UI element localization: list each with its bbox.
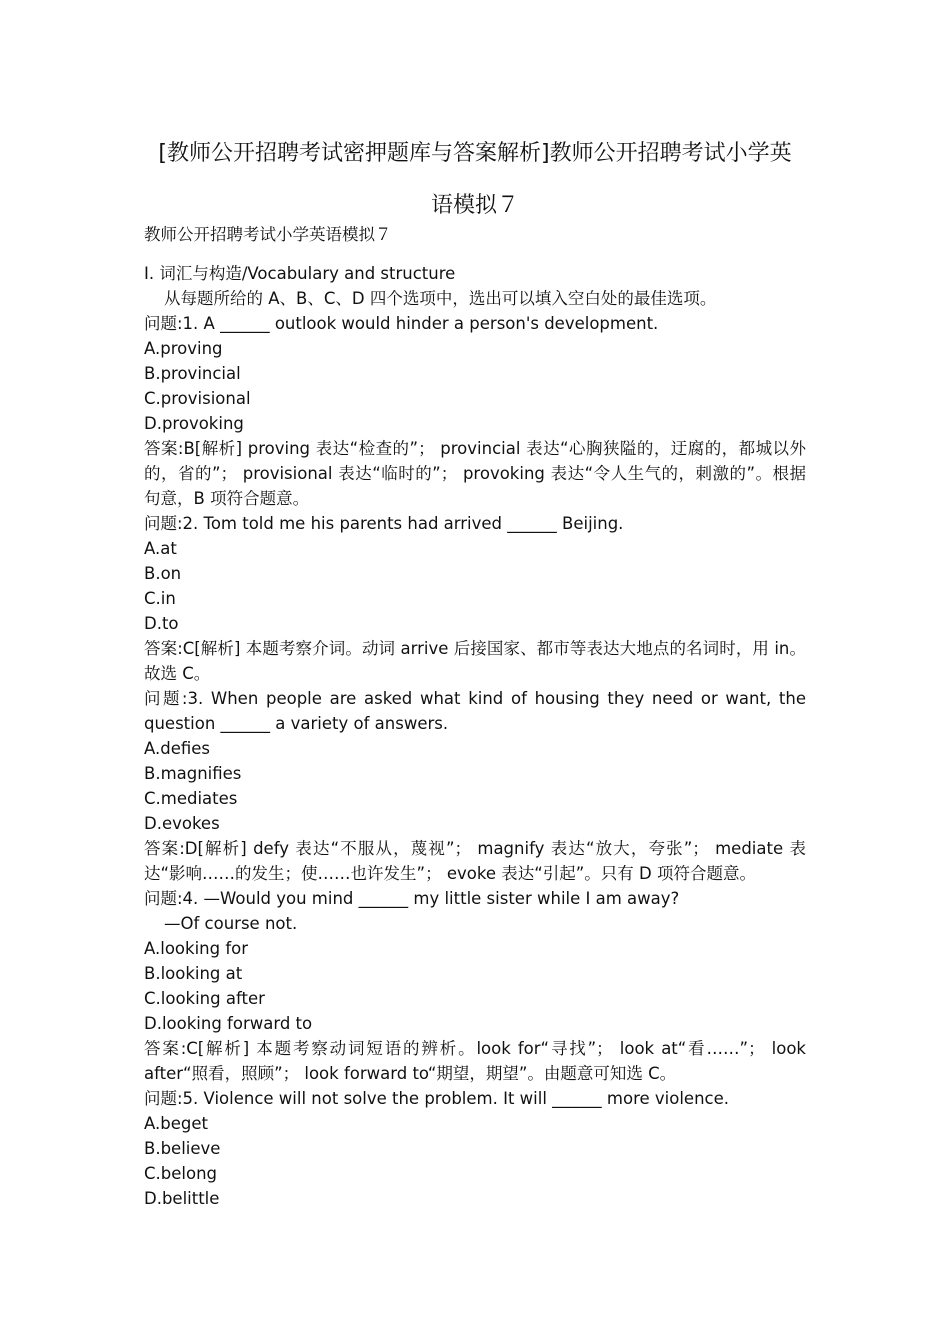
answer-explanation: 答案:C[解析] 本题考察动词短语的辨析。look for“寻找”； look at“看……”； look after“照看，照顾”； look forward to“期望，期望”。由题意可知选 C。 bbox=[144, 1039, 806, 1083]
option-b: B.believe bbox=[144, 1139, 221, 1158]
option-c: C.looking after bbox=[144, 989, 265, 1008]
option-c: C.belong bbox=[144, 1164, 218, 1183]
question-text: 问题:1. A ______ outlook would hinder a person's development. bbox=[144, 314, 659, 333]
answer-explanation: 答案:B[解析] proving 表达“检查的”； provincial 表达“心胸狭隘的，迂腐的，都城以外的，省的”； provisional 表达“临时的”； provoking 表达“令人生气的，刺激的”。根据句意，B 项符合题意。 bbox=[144, 439, 806, 508]
option-d: D.looking forward to bbox=[144, 1014, 313, 1033]
option-c: C.provisional bbox=[144, 389, 251, 408]
option-b: B.on bbox=[144, 564, 182, 583]
section-heading: Ⅰ. 词汇与构造/Vocabulary and structure bbox=[144, 264, 456, 283]
question-text: 问题:2. Tom told me his parents had arrived ______ Beijing. bbox=[144, 514, 624, 533]
option-a: A.proving bbox=[144, 339, 223, 358]
question-text: 问题:3. When people are asked what kind of housing they need or want, the question ______ a variety of answers. bbox=[144, 689, 806, 733]
title-line-2: 语模拟７ bbox=[430, 193, 519, 218]
option-b: B.provincial bbox=[144, 364, 241, 383]
option-a: A.looking for bbox=[144, 939, 249, 958]
answer-explanation: 答案:D[解析] defy 表达“不服从，蔑视”； magnify 表达“放大，夸张”； mediate 表达“影响……的发生；使……也许发生”； evoke 表达“引起”。只有 D 项符合题意。 bbox=[144, 839, 806, 883]
instructions: 从每题所给的 A、B、C、D 四个选项中，选出可以填入空白处的最佳选项。 bbox=[164, 289, 717, 308]
document-body bbox=[144, 222, 806, 1211]
title-line-1: [教师公开招聘考试密押题库与答案解析]教师公开招聘考试小学英 bbox=[158, 141, 792, 166]
question-text: 问题:5. Violence will not solve the problem. It will ______ more violence. bbox=[144, 1089, 730, 1108]
option-b: B.magnifies bbox=[144, 764, 242, 783]
question-text: 问题:4. —Would you mind ______ my little sister while I am away? bbox=[144, 889, 680, 908]
option-d: D.provoking bbox=[144, 414, 244, 433]
option-d: D.to bbox=[144, 614, 179, 633]
option-d: D.evokes bbox=[144, 814, 220, 833]
document-title bbox=[100, 128, 850, 232]
answer-explanation: 答案:C[解析] 本题考察介词。动词 arrive 后接国家、都市等表达大地点的名词时，用 in。故选 C。 bbox=[144, 639, 806, 683]
question-reply: —Of course not. bbox=[164, 914, 298, 933]
option-d: D.belittle bbox=[144, 1189, 220, 1208]
option-c: C.mediates bbox=[144, 789, 238, 808]
option-a: A.beget bbox=[144, 1114, 208, 1133]
option-a: A.defies bbox=[144, 739, 211, 758]
option-c: C.in bbox=[144, 589, 176, 608]
option-a: A.at bbox=[144, 539, 177, 558]
document-subtitle: 教师公开招聘考试小学英语模拟７ bbox=[144, 225, 392, 244]
option-b: B.looking at bbox=[144, 964, 243, 983]
